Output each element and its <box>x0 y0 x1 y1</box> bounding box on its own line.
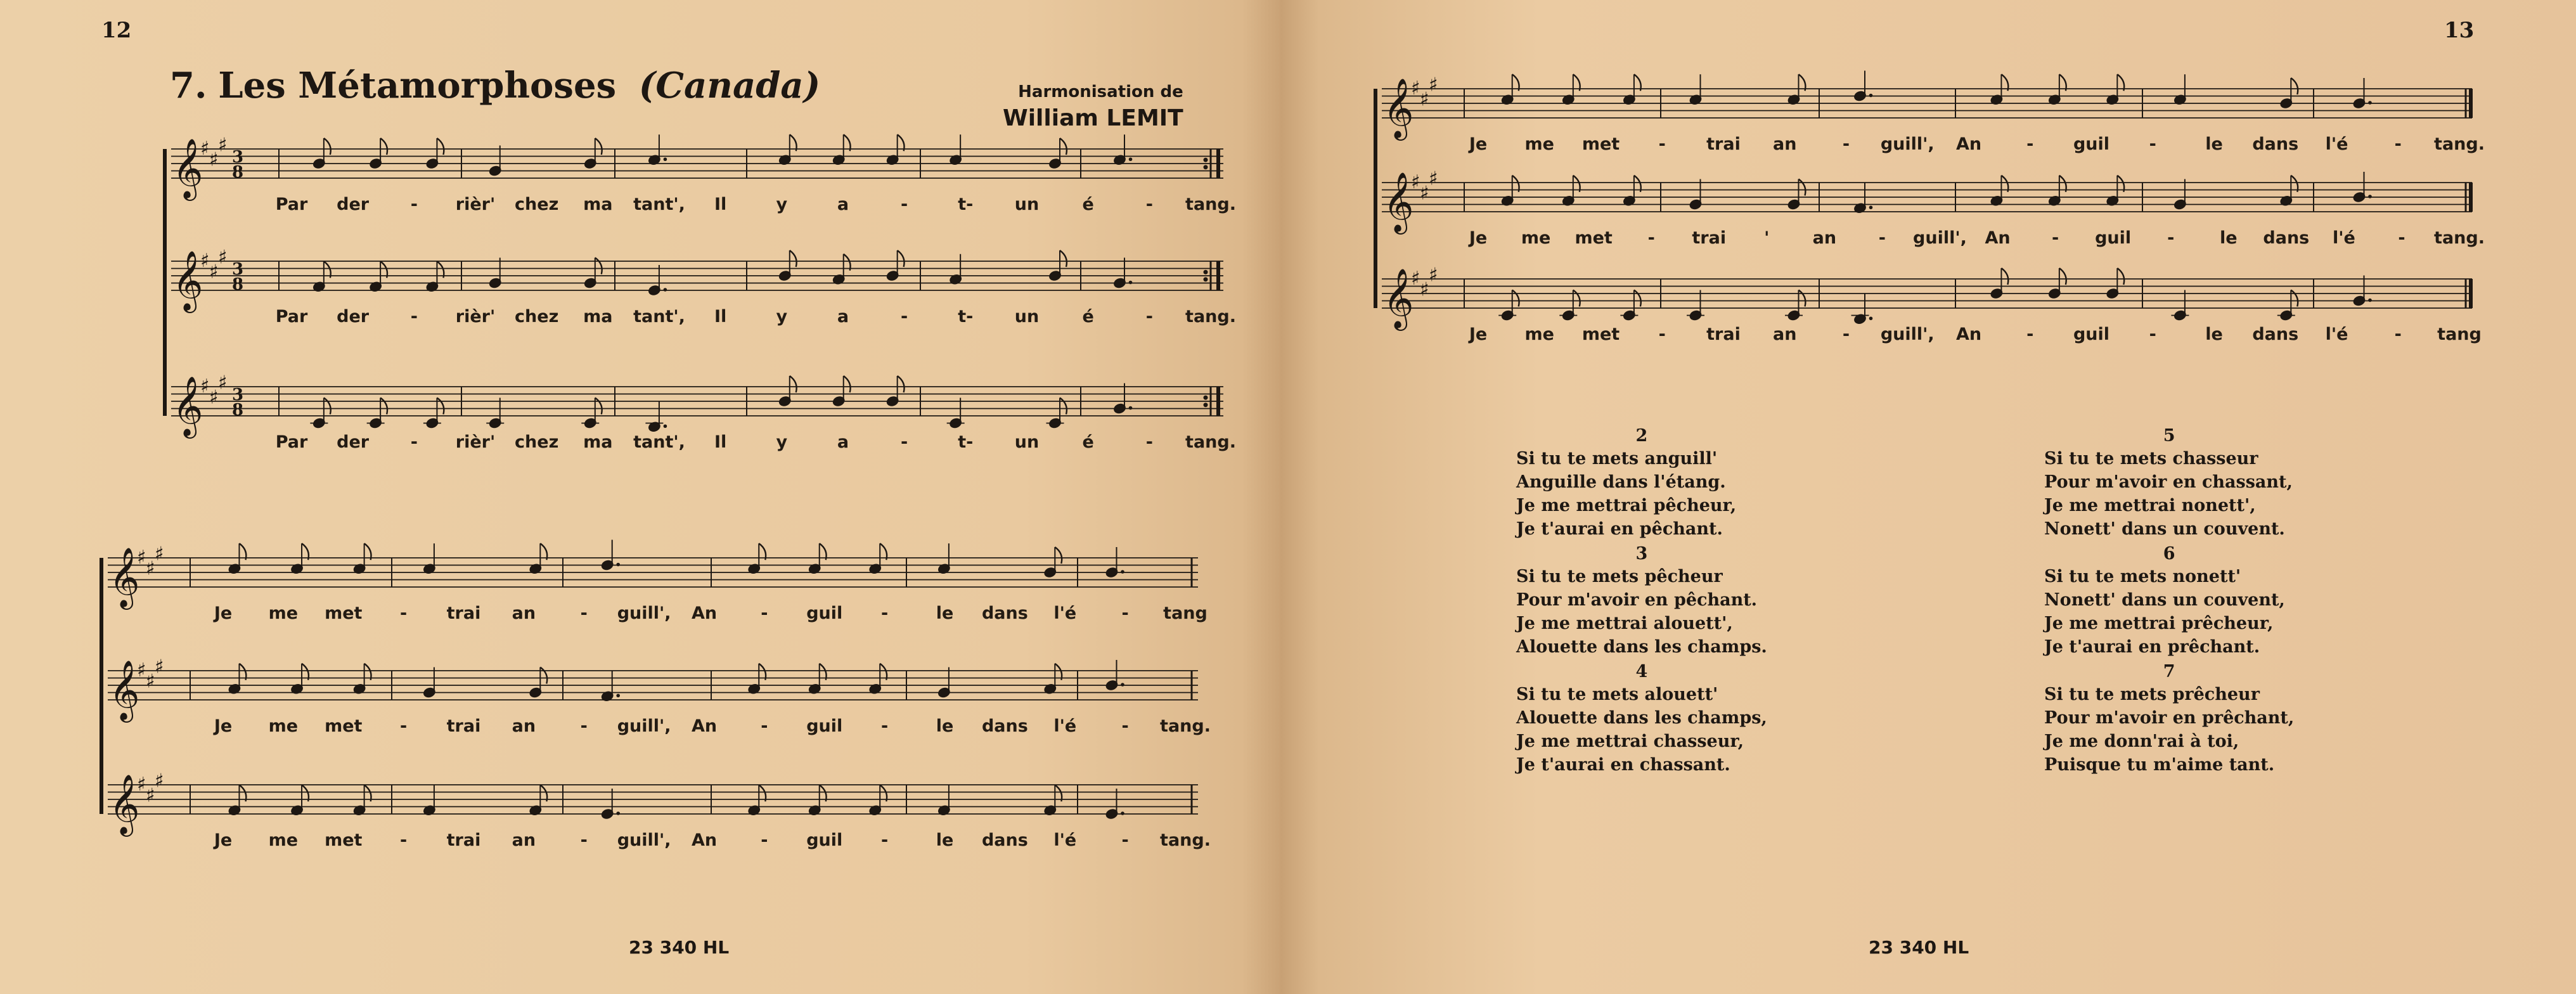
lyric-syllable: chez <box>515 432 559 452</box>
lyric-syllable: guill', <box>1880 134 1935 154</box>
lyric-syllable: me <box>1521 228 1551 248</box>
time-signature-top: 3 <box>232 385 244 404</box>
repeat-dot <box>1204 270 1208 274</box>
time-signature-top: 3 <box>232 260 244 279</box>
verse-line: Nonett' dans un couvent, <box>2044 590 2285 610</box>
note-flag <box>380 138 387 155</box>
lyric-syllable: dans <box>2263 228 2310 248</box>
verse-line: Pour m'avoir en prêchant, <box>2044 708 2295 728</box>
note-dot <box>664 424 667 428</box>
lyric-syllable: trai <box>446 604 481 623</box>
note-flag <box>324 138 331 155</box>
lyric-syllable: me <box>268 716 299 736</box>
lyric-syllable: met <box>325 716 363 736</box>
lyric-syllable: tant', <box>633 432 685 452</box>
note-dot <box>1129 281 1133 285</box>
lyric-syllable: guil <box>806 604 843 623</box>
lyric-syllable: - <box>1121 604 1129 623</box>
lyric-syllable: y <box>776 432 788 452</box>
lyric-syllable: - <box>2149 134 2156 154</box>
lyric-syllable: an <box>512 830 536 850</box>
lyric-syllable: met <box>1581 134 1620 154</box>
lyric-syllable: me <box>1524 134 1554 154</box>
lyric-syllable: - <box>761 604 768 623</box>
harmonisation-author: William LEMIT <box>1003 105 1183 131</box>
lyric-syllable: guill', <box>617 604 671 623</box>
note-dot <box>1869 316 1873 320</box>
verse-block <box>2044 426 2294 541</box>
note-flag <box>898 250 905 267</box>
lyric-syllable: guill', <box>617 716 671 736</box>
harmonisation-label: Harmonisation de <box>1018 82 1183 101</box>
lyric-syllable: ' <box>1764 228 1770 248</box>
verse-line: Je me mettrai chasseur, <box>1516 732 1744 751</box>
lyric-syllable: tant', <box>633 307 685 326</box>
lyric-syllable: tang. <box>2434 228 2485 248</box>
lyric-syllable: dans <box>981 830 1028 850</box>
lyric-syllable: un <box>1014 307 1040 326</box>
key-signature-sharp: ♯ <box>1429 74 1438 96</box>
note-dot <box>2368 195 2372 198</box>
lyric-syllable: - <box>2026 134 2034 154</box>
lyric-syllable: un <box>1014 432 1040 452</box>
note-flag <box>595 138 602 155</box>
key-signature-sharp: ♯ <box>146 784 155 807</box>
lyric-syllable: An <box>1955 325 1982 344</box>
repeat-dot <box>1204 158 1208 162</box>
verse-block <box>1516 544 1767 659</box>
lyric-syllable: - <box>410 432 418 452</box>
lyric-syllable: tang. <box>2434 134 2485 154</box>
lyric-syllable: Je <box>214 830 233 850</box>
note-flag <box>437 138 444 155</box>
lyric-syllable: y <box>776 307 788 326</box>
lyric-syllable: le <box>2205 325 2223 344</box>
lyric-syllable: - <box>580 830 588 850</box>
lyric-syllable: guil <box>2095 228 2132 248</box>
key-signature-sharp: ♯ <box>1420 182 1429 205</box>
verse-line: Nonett' dans un couvent. <box>2044 519 2285 539</box>
key-signature-sharp: ♯ <box>1429 167 1438 190</box>
lyric-syllable: met <box>325 830 363 850</box>
lyric-syllable: Il <box>714 307 727 326</box>
lyric-syllable: - <box>400 716 408 736</box>
lyric-syllable: rièr' <box>455 432 496 452</box>
key-signature-sharp: ♯ <box>200 375 210 397</box>
lyric-syllable: le <box>936 830 954 850</box>
key-signature-sharp: ♯ <box>1429 264 1438 287</box>
lyric-syllable: - <box>1121 830 1129 850</box>
lyric-syllable: chez <box>515 195 559 214</box>
verse-line: Alouette dans les champs. <box>1516 637 1767 657</box>
key-signature-sharp: ♯ <box>218 371 228 394</box>
lyric-syllable: é <box>1082 195 1094 214</box>
lyric-syllable: dans <box>2252 325 2299 344</box>
lyric-syllable: tant', <box>633 195 685 214</box>
note-flag <box>1799 179 1806 196</box>
lyric-syllable: tang <box>2437 325 2482 344</box>
note-flag <box>1060 250 1067 267</box>
key-signature-sharp: ♯ <box>200 138 210 160</box>
verse-line: Je me mettrai alouett', <box>1516 614 1733 633</box>
verse-line: Si tu te mets pêcheur <box>1516 567 1723 586</box>
note-dot <box>1129 406 1133 410</box>
lyric-syllable: tang. <box>1160 830 1211 850</box>
lyric-syllable: dans <box>981 716 1028 736</box>
lyric-syllable: - <box>2394 325 2402 344</box>
lyric-syllable: tang. <box>1185 195 1236 214</box>
lyric-syllable: - <box>1145 307 1153 326</box>
key-signature-sharp: ♯ <box>137 546 146 569</box>
verse-line: Anguille dans l'étang. <box>1516 472 1726 492</box>
lyric-syllable: tang <box>1163 604 1208 623</box>
lyric-syllable: - <box>400 604 408 623</box>
lyric-syllable: trai <box>1692 228 1727 248</box>
note-dot <box>1121 570 1124 574</box>
lyric-syllable: chez <box>515 307 559 326</box>
note-dot <box>616 563 620 567</box>
lyric-syllable: An <box>1985 228 2011 248</box>
lyric-syllable: t- <box>958 432 974 452</box>
note-flag <box>2291 290 2298 307</box>
song-name: Les Métamorphoses <box>218 65 617 106</box>
lyric-syllable: un <box>1014 195 1040 214</box>
repeat-dot <box>1204 396 1208 400</box>
verses-right-column <box>2044 426 2294 780</box>
lyric-syllable: l'é <box>1053 604 1077 623</box>
note-flag <box>380 398 387 415</box>
verse-line: Alouette dans les champs, <box>1516 708 1767 728</box>
right-page-score <box>1280 0 2576 994</box>
time-signature-top: 3 <box>232 148 244 167</box>
verse-line: Puisque tu m'aime tant. <box>2044 755 2275 775</box>
lyric-syllable: - <box>901 307 908 326</box>
time-signature-bottom: 8 <box>232 275 244 294</box>
verse-line: Si tu te mets nonett' <box>2044 567 2241 586</box>
lyric-syllable: Par <box>275 195 308 214</box>
lyric-syllable: Par <box>275 432 308 452</box>
treble-clef: 𝄞 <box>109 547 140 607</box>
key-signature-sharp: ♯ <box>1411 171 1420 193</box>
lyric-syllable: t- <box>958 195 974 214</box>
lyric-syllable: a <box>837 195 849 214</box>
verse-number: 3 <box>1635 544 1648 564</box>
page-number-left: 12 <box>101 18 132 43</box>
key-signature-sharp: ♯ <box>146 557 155 580</box>
footer-left: 23 340 HL <box>629 937 730 958</box>
note-flag <box>324 398 331 415</box>
key-signature-sharp: ♯ <box>209 261 219 283</box>
lyric-syllable: Je <box>1469 325 1488 344</box>
note-dot <box>1121 811 1124 815</box>
lyric-syllable: trai <box>1706 134 1741 154</box>
key-signature-sharp: ♯ <box>1411 77 1420 100</box>
lyric-syllable: guil <box>806 716 843 736</box>
lyric-syllable: Je <box>1469 134 1488 154</box>
key-signature-sharp: ♯ <box>1420 278 1429 301</box>
lyric-syllable: Il <box>714 195 727 214</box>
lyric-syllable: guill', <box>1913 228 1967 248</box>
lyric-syllable: ma <box>583 432 613 452</box>
lyric-syllable: An <box>1955 134 1982 154</box>
lyric-syllable: rièr' <box>455 195 496 214</box>
lyric-syllable: - <box>1145 432 1153 452</box>
key-signature-sharp: ♯ <box>155 543 164 565</box>
key-signature-sharp: ♯ <box>146 670 155 693</box>
lyric-syllable: met <box>1581 325 1620 344</box>
lyric-syllable: é <box>1082 432 1094 452</box>
treble-clef: 𝄞 <box>1383 172 1414 232</box>
note-flag <box>595 398 602 415</box>
treble-clef: 𝄞 <box>1383 268 1414 328</box>
lyric-syllable: dans <box>981 604 1028 623</box>
key-signature-sharp: ♯ <box>200 250 210 272</box>
lyric-syllable: guil <box>2073 325 2110 344</box>
time-signature-bottom: 8 <box>232 163 244 182</box>
key-signature-sharp: ♯ <box>209 386 219 409</box>
verse-line: Si tu te mets chasseur <box>2044 449 2258 468</box>
note-flag <box>1060 138 1067 155</box>
lyric-syllable: - <box>2167 228 2175 248</box>
lyric-syllable: l'é <box>2332 228 2355 248</box>
lyric-syllable: trai <box>446 830 481 850</box>
lyric-syllable: - <box>1842 134 1850 154</box>
lyric-syllable: - <box>1658 134 1666 154</box>
note-dot <box>2368 299 2372 302</box>
lyric-syllable: - <box>1647 228 1655 248</box>
verse-line: Si tu te mets alouett' <box>1516 685 1718 704</box>
lyric-syllable: - <box>761 830 768 850</box>
key-signature-sharp: ♯ <box>218 246 228 269</box>
key-signature-sharp: ♯ <box>1411 268 1420 290</box>
note-flag <box>437 398 444 415</box>
lyric-syllable: - <box>2394 134 2402 154</box>
treble-clef: 𝄞 <box>172 138 203 198</box>
lyric-syllable: - <box>881 604 889 623</box>
lyric-syllable: Je <box>1469 228 1488 248</box>
note-flag <box>595 258 602 274</box>
key-signature-sharp: ♯ <box>155 655 164 678</box>
lyric-syllable: - <box>761 716 768 736</box>
song-number: 7. <box>170 65 207 106</box>
lyric-syllable: - <box>580 604 588 623</box>
lyric-syllable: guil <box>2073 134 2110 154</box>
key-signature-sharp: ♯ <box>137 659 146 681</box>
lyric-syllable: an <box>512 604 536 623</box>
lyric-syllable: an <box>1773 325 1797 344</box>
lyric-syllable: - <box>410 307 418 326</box>
lyric-syllable: le <box>936 716 954 736</box>
lyric-syllable: me <box>268 604 299 623</box>
key-signature-sharp: ♯ <box>137 773 146 796</box>
lyric-syllable: - <box>580 716 588 736</box>
note-dot <box>1129 157 1133 161</box>
repeat-dot <box>1204 403 1208 407</box>
verse-line: Je me donn'rai à toi, <box>2044 732 2239 751</box>
lyric-syllable: - <box>1145 195 1153 214</box>
lyric-syllable: rièr' <box>455 307 496 326</box>
note-dot <box>616 811 620 815</box>
lyric-syllable: é <box>1082 307 1094 326</box>
lyric-syllable: le <box>2205 134 2223 154</box>
lyric-syllable: trai <box>1706 325 1741 344</box>
key-signature-sharp: ♯ <box>1420 88 1429 111</box>
left-page <box>0 0 1280 994</box>
verse-line: Je t'aurai en prêchant. <box>2044 637 2260 657</box>
verses-left-column <box>1516 426 1767 780</box>
note-flag <box>1512 290 1519 307</box>
time-signature-bottom: 8 <box>232 401 244 420</box>
lyric-syllable: le <box>2219 228 2238 248</box>
lyric-syllable: der <box>337 432 370 452</box>
lyric-syllable: der <box>337 195 370 214</box>
lyric-syllable: ma <box>583 195 613 214</box>
verse-block <box>1516 662 1767 777</box>
lyric-syllable: me <box>1524 325 1554 344</box>
lyric-syllable: me <box>268 830 299 850</box>
verse-number: 2 <box>1635 426 1648 446</box>
lyric-syllable: - <box>1878 228 1886 248</box>
lyric-syllable: an <box>1773 134 1797 154</box>
verse-number: 6 <box>2163 544 2175 564</box>
note-flag <box>1634 290 1641 307</box>
note-flag <box>1060 398 1067 415</box>
treble-clef: 𝄞 <box>172 250 203 311</box>
note-flag <box>540 668 547 684</box>
note-flag <box>1799 290 1806 307</box>
lyric-syllable: trai <box>446 716 481 736</box>
lyric-syllable: - <box>881 716 889 736</box>
lyric-syllable: - <box>1658 325 1666 344</box>
lyric-syllable: dans <box>2252 134 2299 154</box>
lyric-syllable: tang. <box>1160 716 1211 736</box>
page-number-right: 13 <box>2444 18 2475 43</box>
verse-number: 7 <box>2163 662 2175 681</box>
lyric-syllable: - <box>2149 325 2156 344</box>
lyric-syllable: l'é <box>2325 134 2348 154</box>
treble-clef: 𝄞 <box>109 660 140 720</box>
lyric-syllable: An <box>691 830 718 850</box>
lyric-syllable: tang. <box>1185 432 1236 452</box>
lyric-syllable: Je <box>214 716 233 736</box>
note-flag <box>844 376 851 392</box>
verse-line: Je me mettrai pêcheur, <box>1516 496 1737 515</box>
note-dot <box>1869 94 1873 98</box>
lyric-syllable: - <box>2051 228 2059 248</box>
lyric-syllable: - <box>901 195 908 214</box>
note-dot <box>2368 101 2372 105</box>
verse-number: 4 <box>1635 662 1648 681</box>
verse-number: 5 <box>2163 426 2175 446</box>
note-dot <box>1869 205 1873 209</box>
verse-block <box>2044 544 2294 659</box>
lyric-syllable: guill', <box>617 830 671 850</box>
lyric-syllable: y <box>776 195 788 214</box>
lyric-syllable: Il <box>714 432 727 452</box>
lyric-syllable: guil <box>806 830 843 850</box>
lyric-syllable: - <box>881 830 889 850</box>
verse-line: Si tu te mets anguill' <box>1516 449 1718 468</box>
lyric-syllable: an <box>1812 228 1837 248</box>
repeat-dot <box>1204 165 1208 169</box>
lyric-syllable: tang. <box>1185 307 1236 326</box>
verse-line: Si tu te mets prêcheur <box>2044 685 2260 704</box>
treble-clef: 𝄞 <box>1383 78 1414 138</box>
verse-line: Je t'aurai en pêchant. <box>1516 519 1723 539</box>
treble-clef: 𝄞 <box>172 376 203 436</box>
note-flag <box>2291 78 2298 94</box>
verse-block <box>2044 662 2294 777</box>
lyric-syllable: - <box>901 432 908 452</box>
lyric-syllable: - <box>2026 325 2034 344</box>
lyric-syllable: met <box>1575 228 1613 248</box>
lyric-syllable: le <box>936 604 954 623</box>
note-dot <box>664 288 667 292</box>
note-dot <box>1121 683 1124 687</box>
repeat-dot <box>1204 277 1208 281</box>
footer-right: 23 340 HL <box>1869 937 1969 958</box>
note-flag <box>2059 268 2066 285</box>
note-dot <box>664 157 667 161</box>
key-signature-sharp: ♯ <box>218 134 228 157</box>
verse-line: Pour m'avoir en pêchant. <box>1516 590 1758 610</box>
lyric-syllable: l'é <box>2325 325 2348 344</box>
note-flag <box>790 376 797 392</box>
lyric-syllable: An <box>691 604 718 623</box>
lyric-syllable: Je <box>214 604 233 623</box>
lyric-syllable: met <box>325 604 363 623</box>
key-signature-sharp: ♯ <box>209 148 219 171</box>
note-flag <box>1055 547 1062 564</box>
verse-line: Je t'aurai en chassant. <box>1516 755 1730 775</box>
verse-block <box>1516 426 1767 541</box>
lyric-syllable: a <box>837 432 849 452</box>
verse-line: Je me mettrai nonett', <box>2044 496 2256 515</box>
note-dot <box>616 694 620 697</box>
lyric-syllable: An <box>691 716 718 736</box>
lyric-syllable: ma <box>583 307 613 326</box>
treble-clef: 𝄞 <box>109 774 140 834</box>
note-flag <box>2117 268 2124 285</box>
lyric-syllable: a <box>837 307 849 326</box>
lyric-syllable: - <box>410 195 418 214</box>
key-signature-sharp: ♯ <box>155 770 164 792</box>
left-page-score <box>0 0 1280 994</box>
song-origin: (Canada) <box>638 65 821 106</box>
note-flag <box>898 376 905 392</box>
note-flag <box>1573 290 1580 307</box>
lyric-syllable: - <box>2398 228 2405 248</box>
lyric-syllable: an <box>512 716 536 736</box>
lyric-syllable: - <box>1842 325 1850 344</box>
lyric-syllable: - <box>1121 716 1129 736</box>
note-flag <box>790 250 797 267</box>
verse-line: Pour m'avoir en chassant, <box>2044 472 2293 492</box>
lyric-syllable: l'é <box>1053 830 1077 850</box>
lyric-syllable: der <box>337 307 370 326</box>
note-flag <box>2001 268 2008 285</box>
lyric-syllable: guill', <box>1880 325 1935 344</box>
lyric-syllable: - <box>400 830 408 850</box>
verse-line: Je me mettrai prêcheur, <box>2044 614 2274 633</box>
lyric-syllable: Par <box>275 307 308 326</box>
right-page <box>1280 0 2576 994</box>
lyric-syllable: l'é <box>1053 716 1077 736</box>
lyric-syllable: t- <box>958 307 974 326</box>
